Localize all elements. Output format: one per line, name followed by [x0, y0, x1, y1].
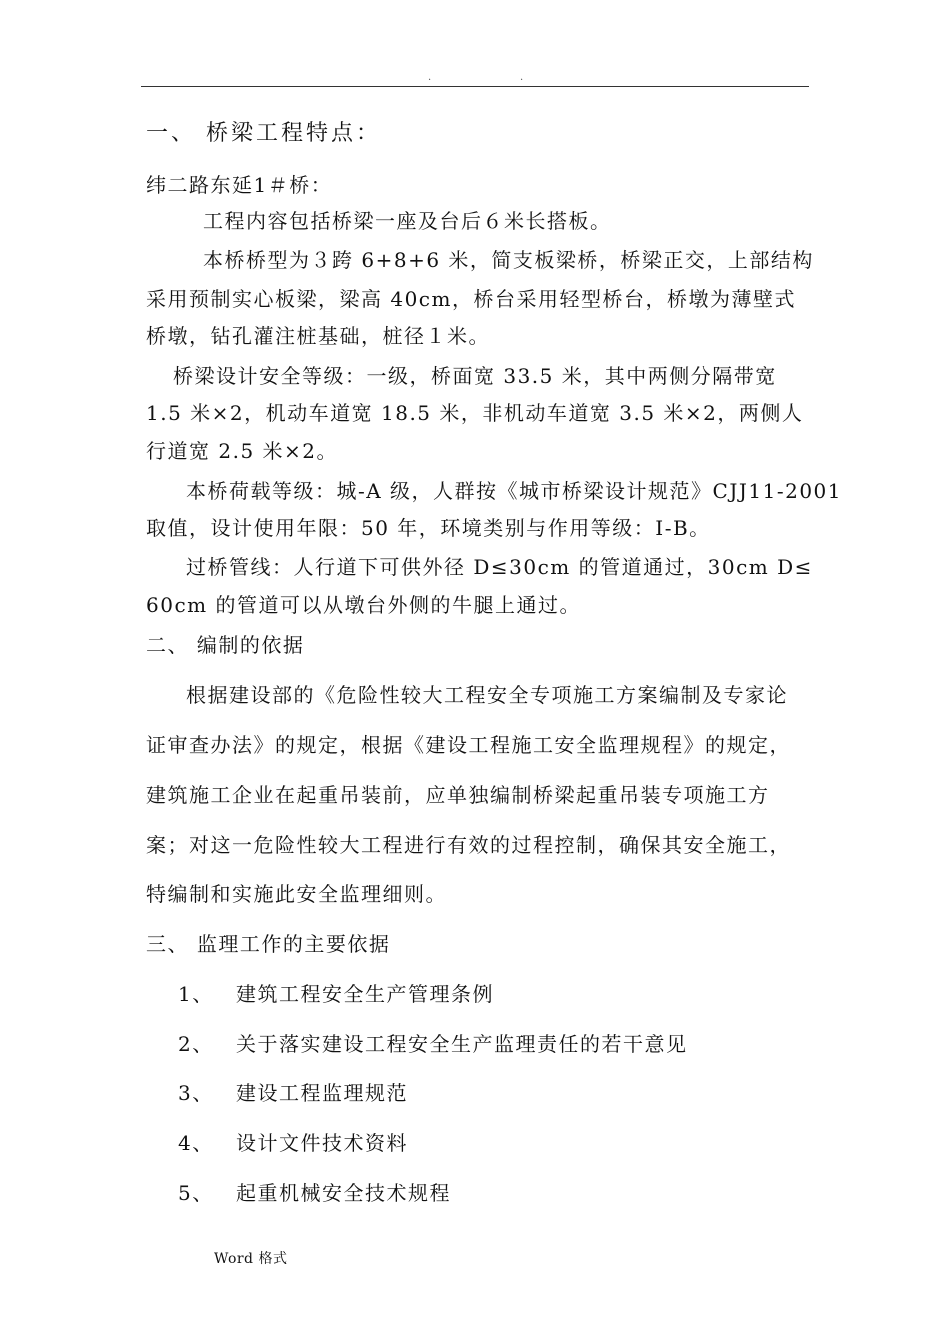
header-rule [141, 86, 809, 87]
paragraph-safety-grade-line: 行道宽 2.5 米×2。 [146, 439, 339, 463]
list-item-text: 关于落实建设工程安全生产监理责任的若干意见 [236, 1032, 688, 1056]
list-item-text: 设计文件技术资料 [236, 1131, 408, 1155]
list-item-text: 建设工程监理规范 [236, 1081, 408, 1105]
section2-heading: 二、 编制的依据 [146, 633, 305, 657]
list-item-number: 3、 [178, 1081, 214, 1105]
paragraph-pipelines-line: 过桥管线：人行道下可供外径 D≤30cm 的管道通过，30cm D≤ [186, 555, 813, 579]
footer-label: Word 格式 [214, 1251, 288, 1267]
list-item [178, 1032, 688, 1056]
section1-subtitle: 纬二路东延1＃桥： [146, 173, 333, 197]
list-item [178, 982, 494, 1006]
paragraph-scope: 工程内容包括桥梁一座及台后６米长搭板。 [203, 209, 612, 233]
header-dot: . [520, 72, 524, 83]
paragraph-load-grade-line: 取值，设计使用年限：50 年，环境类别与作用等级：Ⅰ-B。 [146, 516, 711, 540]
list-item-text: 建筑工程安全生产管理条例 [236, 982, 494, 1006]
list-item-number: 4、 [178, 1131, 214, 1155]
paragraph-bridge-type-line: 本桥桥型为３跨 6+8+6 米，简支板梁桥，桥梁正交，上部结构 [203, 248, 814, 272]
paragraph-bridge-type-line: 采用预制实心板梁，梁高 40cm，桥台采用轻型桥台，桥墩为薄壁式 [146, 287, 796, 311]
paragraph-basis-line: 证审查办法》的规定，根据《建设工程施工安全监理规程》的规定， [146, 733, 791, 757]
paragraph-basis-line: 建筑施工企业在起重吊装前，应单独编制桥梁起重吊装专项施工方 [146, 783, 770, 807]
paragraph-basis-line: 特编制和实施此安全监理细则。 [146, 882, 447, 906]
paragraph-basis-line: 根据建设部的《危险性较大工程安全专项施工方案编制及专家论 [186, 683, 788, 707]
section1-heading: 一、 桥梁工程特点： [146, 121, 381, 146]
paragraph-basis-line: 案；对这一危险性较大工程进行有效的过程控制，确保其安全施工， [146, 833, 791, 857]
list-item-number: 1、 [178, 982, 214, 1006]
list-item [178, 1181, 451, 1205]
list-item-text: 起重机械安全技术规程 [236, 1181, 451, 1205]
paragraph-safety-grade-line: 1.5 米×2，机动车道宽 18.5 米，非机动车道宽 3.5 米×2，两侧人 [146, 401, 804, 425]
list-item [178, 1131, 408, 1155]
list-item [178, 1081, 408, 1105]
paragraph-load-grade-line: 本桥荷载等级：城-A 级，人群按《城市桥梁设计规范》CJJ11-2001 [186, 479, 843, 503]
list-item-number: 5、 [178, 1181, 214, 1205]
header-dot: . [428, 72, 432, 83]
list-item-number: 2、 [178, 1032, 214, 1056]
paragraph-pipelines-line: 60cm 的管道可以从墩台外侧的牛腿上通过。 [146, 593, 581, 617]
paragraph-bridge-type-line: 桥墩，钻孔灌注桩基础，桩径１米。 [146, 324, 490, 348]
section3-heading: 三、 监理工作的主要依据 [146, 932, 391, 956]
paragraph-safety-grade-line: 桥梁设计安全等级：一级，桥面宽 33.5 米，其中两侧分隔带宽 [173, 364, 777, 388]
